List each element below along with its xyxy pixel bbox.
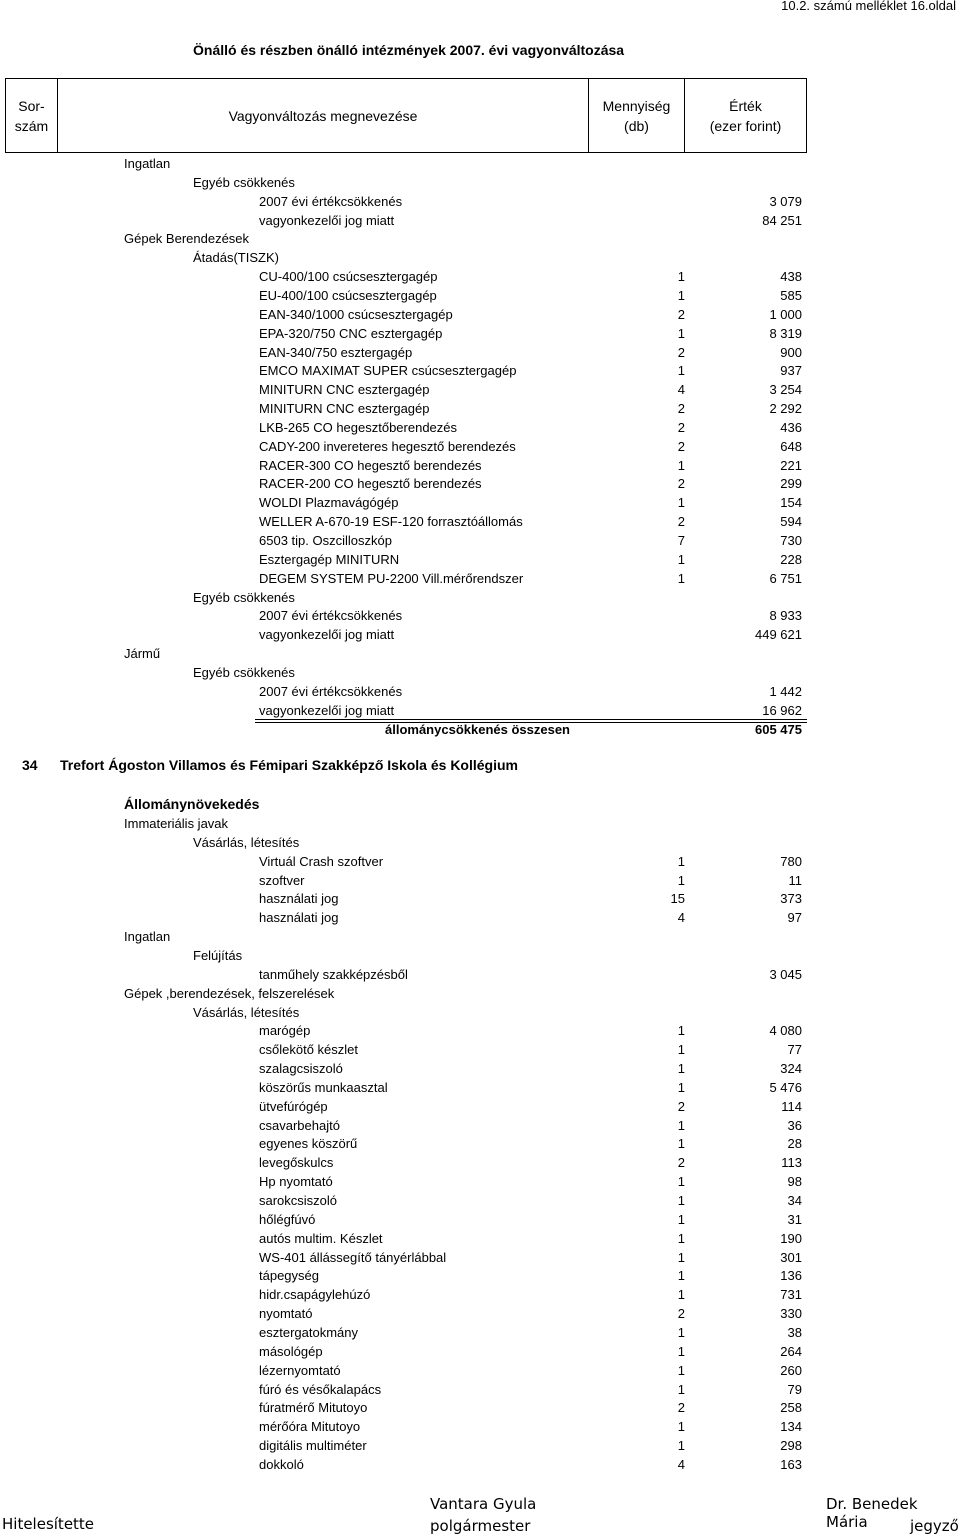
row-label: fúró és vésőkalapács [259,1381,382,1397]
row-label: vagyonkezelői jog miatt [259,627,395,643]
footer-notary-title: jegyző [910,1517,959,1535]
row-quantity: 1 [677,1343,685,1359]
row-quantity: 1 [677,1061,685,1077]
row-quantity: 1 [677,1381,685,1397]
row-quantity: 1 [677,1249,685,1265]
increase-title: Állománynövekedés [124,796,260,812]
table-row [0,1153,960,1172]
table-row [0,1323,960,1342]
row-label: Jármű [124,646,161,662]
table-row [0,1285,960,1304]
row-label: Esztergagép MINITURN [259,551,400,567]
row-value: 36 [787,1117,802,1133]
total-row [0,720,960,739]
row-quantity: 2 [677,401,685,417]
row-label: Átadás(TISZK) [193,250,279,266]
row-value: 113 [781,1155,802,1171]
table-row [0,1172,960,1191]
table-row [0,1191,960,1210]
page-title: Önálló és részben önálló intézmények 2007. évi vagyonváltozása [193,42,625,58]
row-value: 436 [780,419,802,435]
row-value: 8 319 [769,325,802,341]
table-row [0,493,960,512]
table-row [0,1436,960,1455]
row-value: 648 [780,438,802,454]
table-row [0,437,960,456]
row-value: 28 [787,1136,802,1152]
row-label: Virtuál Crash szoftver [259,853,384,869]
total-value: 605 475 [755,722,802,737]
row-quantity: 1 [677,495,685,511]
header-ertek [685,79,806,152]
row-label: Gépek Berendezések [124,231,250,247]
row-quantity: 1 [677,1230,685,1246]
row-label: Ingatlan [124,929,171,945]
table-row [0,663,960,682]
row-value: 373 [780,891,802,907]
table-row [0,871,960,890]
row-value: 298 [780,1438,802,1454]
row-value: 260 [780,1362,802,1378]
row-quantity: 2 [677,419,685,435]
row-quantity: 15 [670,891,685,907]
row-value: 731 [780,1287,802,1303]
row-value: 114 [781,1098,802,1114]
row-label: tanműhely szakképzésből [259,966,408,982]
row-quantity: 1 [677,363,685,379]
row-value: 4 080 [769,1023,802,1039]
row-label: tápegység [259,1268,319,1284]
institution-name: Trefort Ágoston Villamos és Fémipari Szakképző Iskola és Kollégium [60,757,518,773]
row-label: Vásárlás, létesítés [193,834,300,850]
row-label: 2007 évi értékcsökkenés [259,683,403,699]
row-label: autós multim. Készlet [259,1230,383,1246]
row-quantity: 1 [677,1268,685,1284]
row-label: Hp nyomtató [259,1174,333,1190]
table-row [0,946,960,965]
row-value: 163 [780,1456,802,1472]
row-value: 324 [780,1061,802,1077]
row-quantity: 1 [677,1117,685,1133]
row-label: másológép [259,1343,323,1359]
table-header [5,78,807,153]
table-row [0,1003,960,1022]
row-label: WELLER A-670-19 ESF-120 forrasztóállomás [259,514,523,530]
row-label: MINITURN CNC esztergagép [259,401,430,417]
row-label: hőlégfúvó [259,1211,316,1227]
row-value: 11 [788,872,802,888]
row-quantity: 1 [677,872,685,888]
row-label: EPA-320/750 CNC esztergagép [259,325,443,341]
table-row [0,984,960,1003]
row-value: 301 [780,1249,802,1265]
table-row [0,1417,960,1436]
row-value: 438 [780,269,802,285]
footer-mayor-name: Vantara Gyula [430,1495,537,1513]
row-quantity: 2 [677,1155,685,1171]
row-quantity: 1 [677,1419,685,1435]
row-label: EAN-340/1000 csúcsesztergagép [259,306,453,322]
row-label: CU-400/100 csúcsesztergagép [259,269,438,285]
footer-mayor-title: polgármester [430,1517,531,1535]
row-value: 258 [780,1400,802,1416]
row-value: 730 [780,533,802,548]
row-label: levegőskulcs [259,1155,334,1171]
table-row [0,1398,960,1417]
row-value: 3 254 [769,382,802,398]
row-label: esztergatokmány [259,1324,358,1340]
row-quantity: 2 [677,1400,685,1416]
table-row [0,267,960,286]
header-ertek-line1: Érték [729,97,762,114]
row-quantity: 1 [677,570,685,586]
table-row [0,927,960,946]
table-row [0,1097,960,1116]
table-row [0,588,960,607]
row-label: Egyéb csökkenés [193,174,295,190]
table-row [0,1210,960,1229]
row-label: RACER-200 CO hegesztő berendezés [259,476,482,492]
row-label: Egyéb csökkenés [193,664,295,680]
row-value: 190 [780,1230,802,1246]
row-quantity: 2 [677,1098,685,1114]
table-row [0,965,960,984]
row-quantity: 1 [677,1023,685,1039]
table-row [0,173,960,192]
row-quantity: 1 [677,1438,685,1454]
row-label: MINITURN CNC esztergagép [259,382,430,398]
table-row [0,908,960,927]
row-quantity: 1 [677,1174,685,1190]
row-label: ütvefúrógép [259,1098,328,1114]
row-quantity: 1 [677,1193,685,1208]
table-row [0,512,960,531]
total-label: állománycsökkenés összesen [385,722,570,737]
table-row [0,606,960,625]
row-quantity: 2 [677,514,685,530]
row-label: 2007 évi értékcsökkenés [259,193,403,209]
table-row [0,682,960,701]
row-label: köszörűs munkaasztal [259,1079,388,1095]
table-row [0,1078,960,1097]
table-row [0,1134,960,1153]
footer-certified: Hitelesítette [2,1515,95,1533]
row-quantity: 2 [677,476,685,492]
row-label: Ingatlan [124,156,171,171]
row-quantity: 1 [677,287,685,303]
table-row [0,305,960,324]
table-row [0,1248,960,1267]
table-row [0,889,960,908]
table-row [0,1116,960,1135]
row-label: 6503 tip. Oszcilloszkóp [259,533,392,548]
table-row [0,380,960,399]
row-label: mérőóra Mitutoyo [259,1419,361,1435]
row-value: 3 045 [769,966,802,982]
header-mennyiseg [589,79,685,152]
row-value: 16 962 [762,702,802,718]
row-value: 5 476 [769,1079,802,1095]
table-row [0,814,960,833]
table-row [0,1455,960,1474]
row-label: WS-401 állássegítő tányérlábbal [259,1249,447,1265]
row-label: digitális multiméter [259,1438,367,1454]
row-label: DEGEM SYSTEM PU-2200 Vill.mérőrendszer [259,570,524,586]
row-quantity: 1 [677,325,685,341]
row-quantity: 1 [677,1211,685,1227]
row-value: 228 [780,551,802,567]
row-value: 1 000 [769,306,802,322]
table-row [0,229,960,248]
row-label: használati jog [259,910,339,926]
table-row [0,154,960,173]
row-label: marógép [259,1023,311,1039]
header-sorszam-line1: Sor- [18,97,45,114]
table-row [0,550,960,569]
table-row [0,418,960,437]
row-value: 594 [780,514,802,530]
row-value: 6 751 [769,570,802,586]
header-mennyiseg-line1: Mennyiség [602,97,671,114]
table-row [0,456,960,475]
row-value: 330 [780,1306,802,1322]
table-row [0,192,960,211]
row-label: használati jog [259,891,339,907]
row-value: 2 292 [769,401,802,417]
row-label: 2007 évi értékcsökkenés [259,608,403,624]
table-row [0,531,960,550]
row-value: 77 [787,1042,802,1058]
row-label: Gépek ,berendezések, felszerelések [124,985,335,1001]
table-row [0,1059,960,1078]
header-sorszam-line2: szám [14,117,49,134]
header-ertek-line2: (ezer forint) [709,117,782,134]
row-quantity: 1 [677,551,685,567]
row-value: 449 621 [755,627,802,643]
table-row [0,399,960,418]
table-row [0,474,960,493]
table-row [0,343,960,362]
institution-number: 34 [22,757,38,773]
row-value: 84 251 [762,212,802,228]
footer-notary-name: Dr. Benedek Mária [826,1495,918,1531]
row-label: Egyéb csökkenés [193,589,295,605]
row-label: RACER-300 CO hegesztő berendezés [259,457,482,473]
row-label: LKB-265 CO hegesztőberendezés [259,419,458,435]
table-row [0,644,960,663]
table-row [0,361,960,380]
table-row [0,286,960,305]
row-label: szoftver [259,872,305,888]
row-value: 1 442 [769,683,802,699]
table-row [0,852,960,871]
row-value: 585 [780,287,802,303]
row-label: fúratmérő Mitutoyo [259,1400,368,1416]
row-value: 79 [787,1381,802,1397]
row-value: 3 079 [769,193,802,209]
table-row [0,625,960,644]
row-label: dokkoló [259,1456,304,1472]
row-label: sarokcsiszoló [259,1193,338,1208]
table-row [0,1021,960,1040]
page-reference: 10.2. számú melléklet 16.oldal [781,0,956,13]
row-label: WOLDI Plazmavágógép [259,495,399,511]
row-label: egyenes köszörű [259,1136,358,1152]
row-value: 134 [780,1419,802,1435]
row-value: 937 [780,363,802,379]
row-quantity: 1 [677,1324,685,1340]
table-row [0,701,960,720]
row-quantity: 4 [677,382,685,398]
row-quantity: 1 [677,269,685,285]
row-label: Vásárlás, létesítés [193,1004,300,1020]
row-value: 136 [780,1268,802,1284]
table-row [0,211,960,230]
row-quantity: 1 [677,1362,685,1378]
row-value: 97 [787,910,802,926]
row-label: hidr.csapágylehúzó [259,1287,371,1303]
row-quantity: 7 [677,533,685,548]
table-row [0,833,960,852]
row-label: vagyonkezelői jog miatt [259,702,395,718]
row-quantity: 4 [677,1456,685,1472]
row-label: Immateriális javak [124,816,229,831]
table-row [0,1342,960,1361]
row-value: 264 [780,1343,802,1359]
table-row [0,1304,960,1323]
row-label: EMCO MAXIMAT SUPER csúcsesztergagép [259,363,517,379]
header-megnevezes [58,79,589,152]
row-label: nyomtató [259,1306,313,1322]
header-sorszam [6,79,58,152]
table-row [0,1380,960,1399]
table-row [0,1040,960,1059]
row-quantity: 1 [677,457,685,473]
row-quantity: 4 [677,910,685,926]
row-label: Felújítás [193,947,243,963]
row-value: 31 [787,1211,802,1227]
row-value: 221 [780,457,802,473]
row-label: lézernyomtató [259,1362,341,1378]
row-value: 8 933 [769,608,802,624]
row-label: szalagcsiszoló [259,1061,343,1077]
row-quantity: 1 [677,1079,685,1095]
table-row [0,1361,960,1380]
header-megnevezes-label: Vagyonváltozás megnevezése [228,107,418,124]
row-label: CADY-200 invereteres hegesztő berendezés [259,438,516,454]
header-mennyiseg-line2: (db) [624,117,649,134]
row-quantity: 1 [677,1287,685,1303]
row-quantity: 1 [677,853,685,869]
row-value: 154 [780,495,802,511]
row-label: vagyonkezelői jog miatt [259,212,395,228]
table-row [0,324,960,343]
table-row [0,1229,960,1248]
row-value: 38 [787,1324,802,1340]
table-row [0,1266,960,1285]
row-label: csőlekötő készlet [259,1042,358,1058]
row-quantity: 1 [677,1042,685,1058]
row-value: 299 [780,476,802,492]
table-row [0,569,960,588]
row-quantity: 2 [677,306,685,322]
row-label: EAN-340/750 esztergagép [259,344,413,360]
row-quantity: 1 [677,1136,685,1152]
row-quantity: 2 [677,1306,685,1322]
row-value: 98 [787,1174,802,1190]
row-quantity: 2 [677,438,685,454]
row-value: 780 [780,853,802,869]
row-value: 34 [787,1193,802,1208]
row-label: csavarbehajtó [259,1117,340,1133]
row-value: 900 [780,344,802,360]
row-label: EU-400/100 csúcsesztergagép [259,287,437,303]
table-row [0,248,960,267]
row-quantity: 2 [677,344,685,360]
